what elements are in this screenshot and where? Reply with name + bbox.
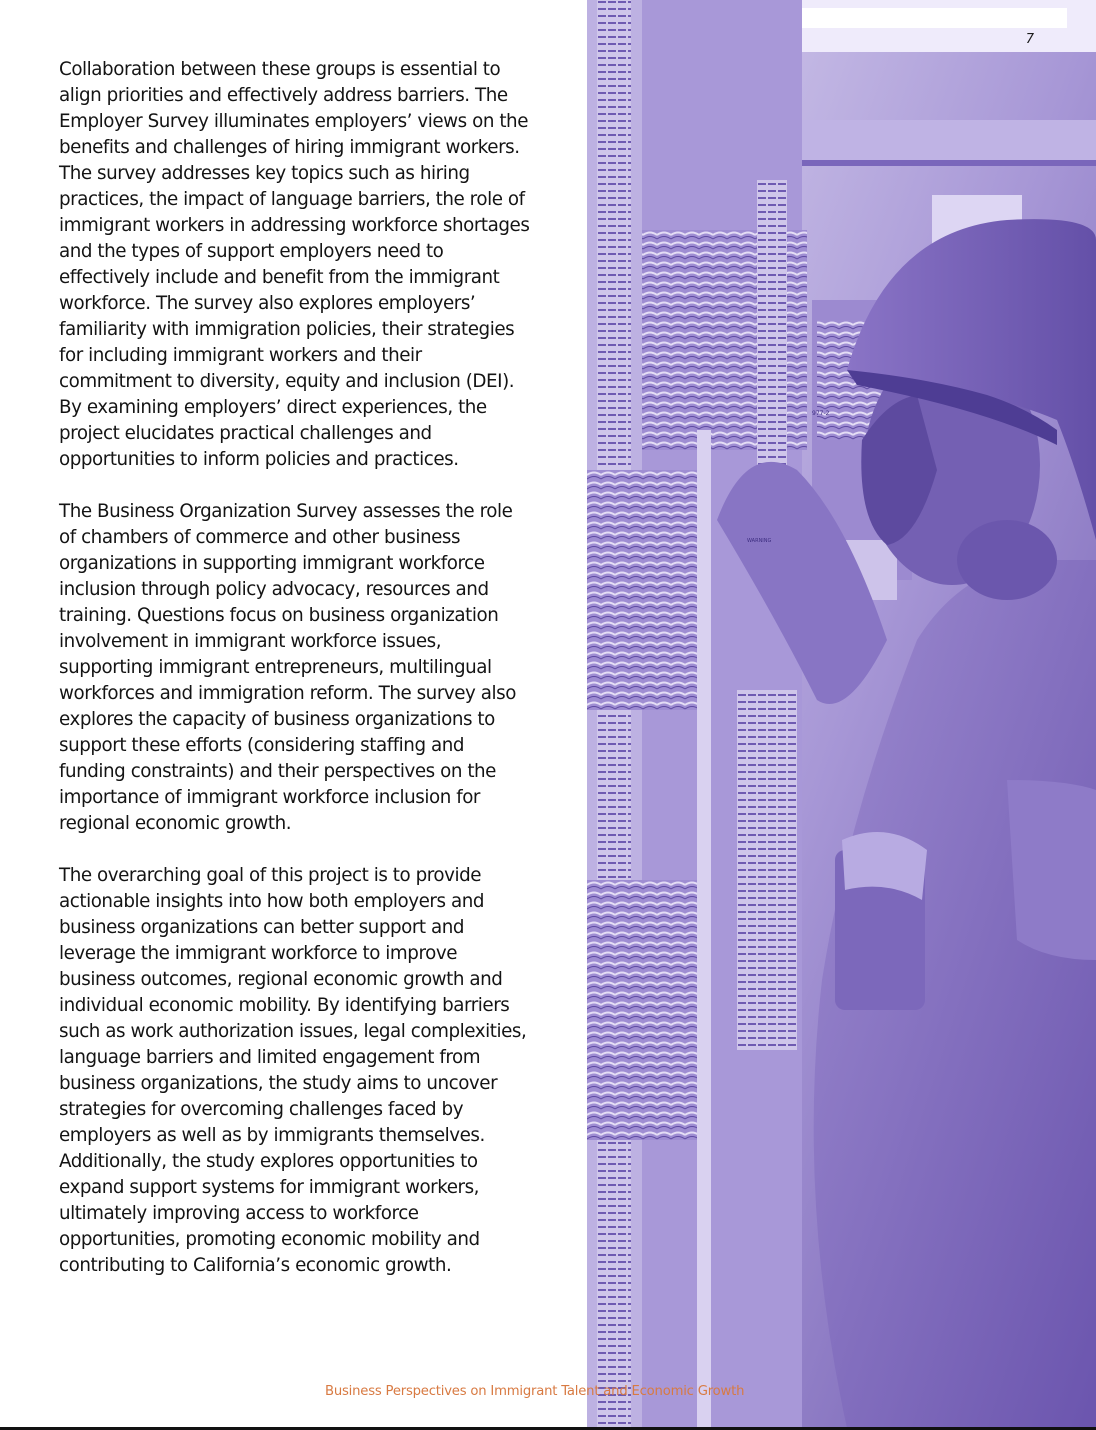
worker-photo <box>587 0 1096 1428</box>
paragraph-business-organization-survey: The Business Organization Survey assesses the role of chambers of commerce and other business organizations in supporting immigrant workforce inclusion through policy advocacy, resources and training. Questions focus on business organization involvement in immigrant workforce issues, supporting immigrant entrepreneurs, multilingual workforces and immigration reform. The survey also explores the capacity of business organizations to support these efforts (considering staffing and funding constraints) and their perspectives on the importance of immigrant workforce inclusion for regional economic growth. <box>59 501 516 834</box>
body-text <box>59 57 534 1305</box>
footer-title: Business Perspectives on Immigrant Talent and Economic Growth <box>325 1384 745 1399</box>
paragraph-project-goal: The overarching goal of this project is to provide actionable insights into how both employers and business organizations can better support and leverage the immigrant workforce to improve business outcomes, regional economic growth and individual economic mobility. By identifying barriers such as work authorization issues, legal complexities, language barriers and limited engagement from business organizations, the study aims to uncover strategies for overcoming challenges faced by employers as well as by immigrants themselves. Additionally, the study explores opportunities to expand support systems for immigrant workers, ultimately improving access to workforce opportunities, promoting economic mobility and contributing to California’s economic growth. <box>59 865 527 1276</box>
page-number: 7 <box>1025 32 1034 47</box>
rack-label: 977-2 <box>812 410 830 417</box>
paragraph-employer-survey: Collaboration between these groups is essential to align priorities and effectively address barriers. The Employer Survey illuminates employers’ views on the benefits and challenges of hiring immigrant workers. The survey addresses key topics such as hiring practices, the impact of language barriers, the role of immigrant workers in addressing workforce shortages and the types of support employers need to effectively include and benefit from the immigrant workforce. The survey also explores employers’ familiarity with immigration policies, their strategies for including immigrant workers and their commitment to diversity, equity and inclusion (DEI). By examining employers’ direct experiences, the project elucidates practical challenges and opportunities to inform policies and practices. <box>59 59 530 470</box>
warning-label: WARNING <box>747 538 772 544</box>
